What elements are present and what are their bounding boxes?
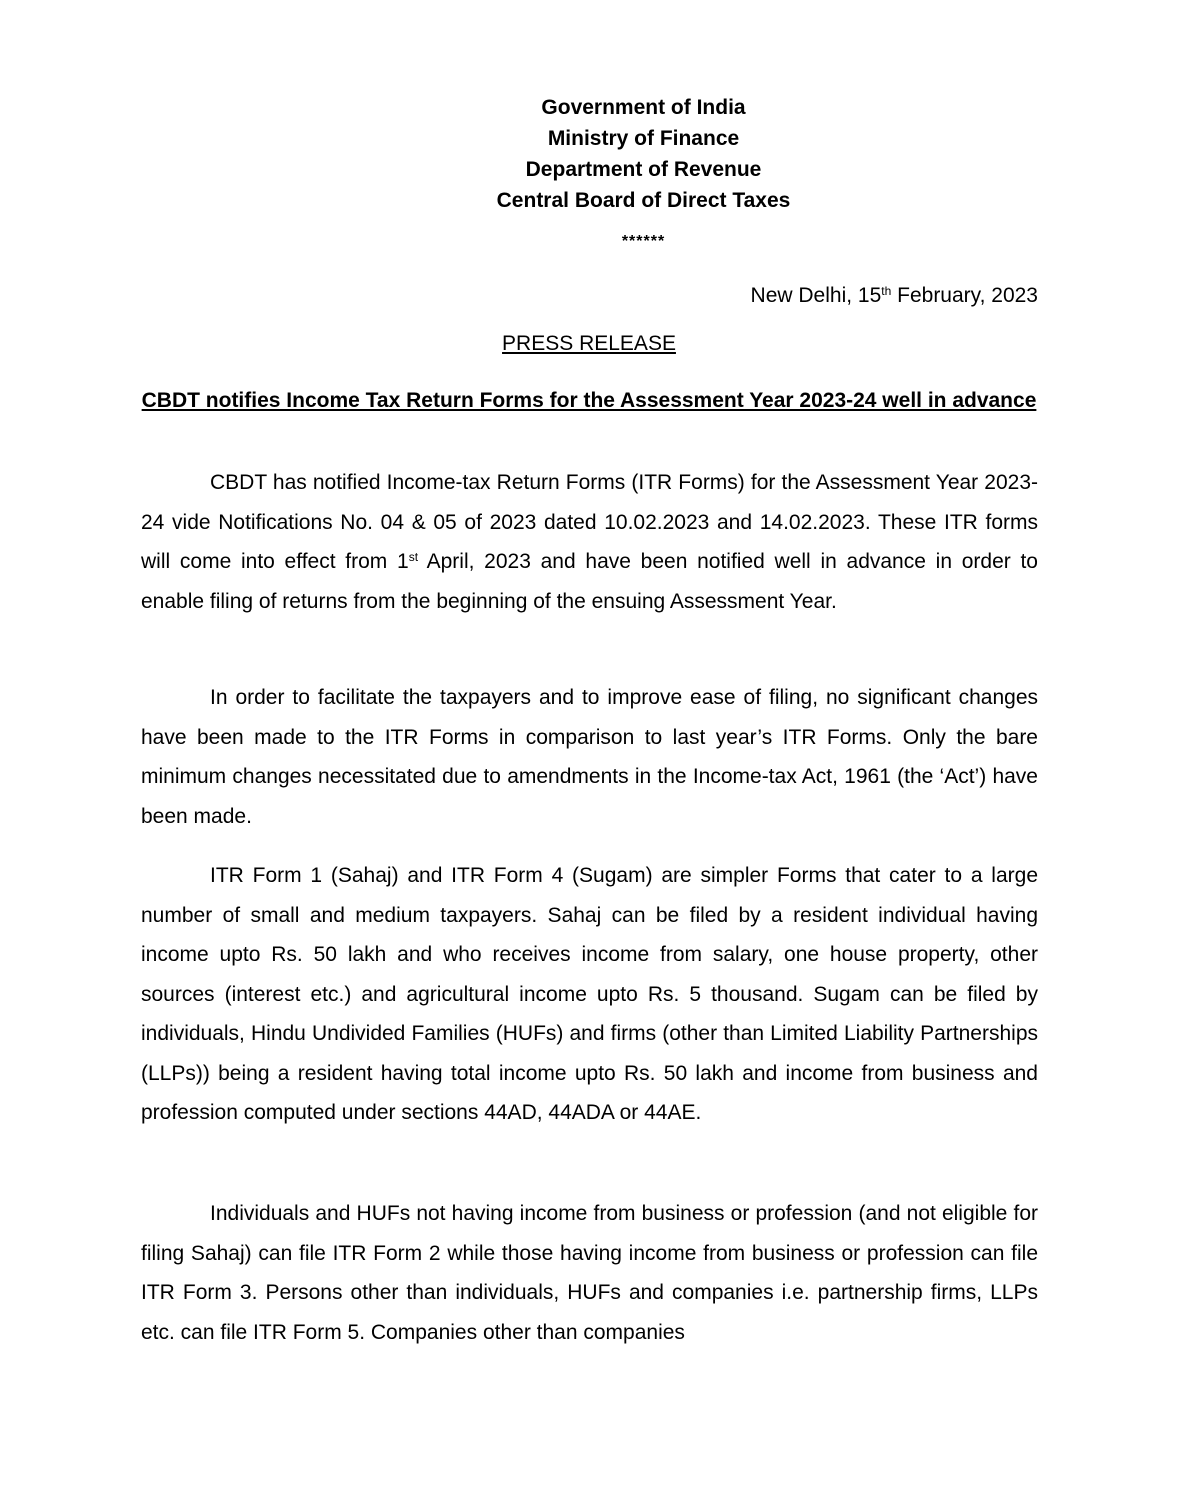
dateline-prefix: New Delhi, 15 — [750, 284, 882, 307]
paragraph-1-text-b: April, 2023 and have been notified well in advance in order to enable filing of returns from the beginning of the ensuing Assessment Year. — [141, 550, 1038, 613]
paragraph-2: In order to facilitate the taxpayers and to improve ease of filing, no significant changes have been made to the ITR Forms in comparison to last year’s ITR Forms. Only the bare minimum changes necessitated due to amendments in the Income-tax Act, 1961 (the ‘Act’) have been made. — [141, 686, 1038, 828]
dateline — [751, 284, 1038, 308]
separator-stars: ****** — [621, 233, 666, 250]
dateline-ordinal: th — [881, 284, 892, 298]
header-ministry: Ministry of Finance — [547, 127, 740, 150]
paragraph-1 — [141, 463, 1038, 621]
paragraph-1-text-a: CBDT has notified Income-tax Return Forms (ITR Forms) for the Assessment Year 2023-24 vide Notifications No. 04 & 05 of 2023 dated 10.02.2023 and 14.02.2023. These ITR forms will come into effect from 1 — [141, 471, 1038, 573]
headline: CBDT notifies Income Tax Return Forms for the Assessment Year 2023-24 well in advance — [141, 389, 1037, 412]
header-government: Government of India — [541, 96, 746, 119]
issuing-authority-header — [400, 92, 887, 216]
paragraph-1-ordinal: st — [408, 550, 419, 564]
press-release-label: PRESS RELEASE — [502, 332, 676, 355]
header-board: Central Board of Direct Taxes — [496, 189, 791, 212]
header-department: Department of Revenue — [525, 158, 762, 181]
paragraph-4: Individuals and HUFs not having income from business or profession (and not eligible for filing Sahaj) can file ITR Form 2 while those having income from business or profession can file ITR Form 3. Persons other than individuals, HUFs and companies i.e. partnership firms, LLPs etc. can file ITR Form 5. Companies other than companies — [141, 1202, 1038, 1344]
paragraph-3: ITR Form 1 (Sahaj) and ITR Form 4 (Sugam) are simpler Forms that cater to a large number of small and medium taxpayers. Sahaj can be filed by a resident individual having income upto Rs. 50 lakh and who receives income from salary, one house property, other sources (interest etc.) and agricultural income upto Rs. 5 thousand. Sugam can be filed by individuals, Hindu Undivided Families (HUFs) and firms (other than Limited Liability Partnerships (LLPs)) being a resident having total income upto Rs. 50 lakh and income from business and profession computed under sections 44AD, 44ADA or 44AE. — [141, 864, 1038, 1124]
dateline-suffix: February, 2023 — [891, 284, 1038, 307]
